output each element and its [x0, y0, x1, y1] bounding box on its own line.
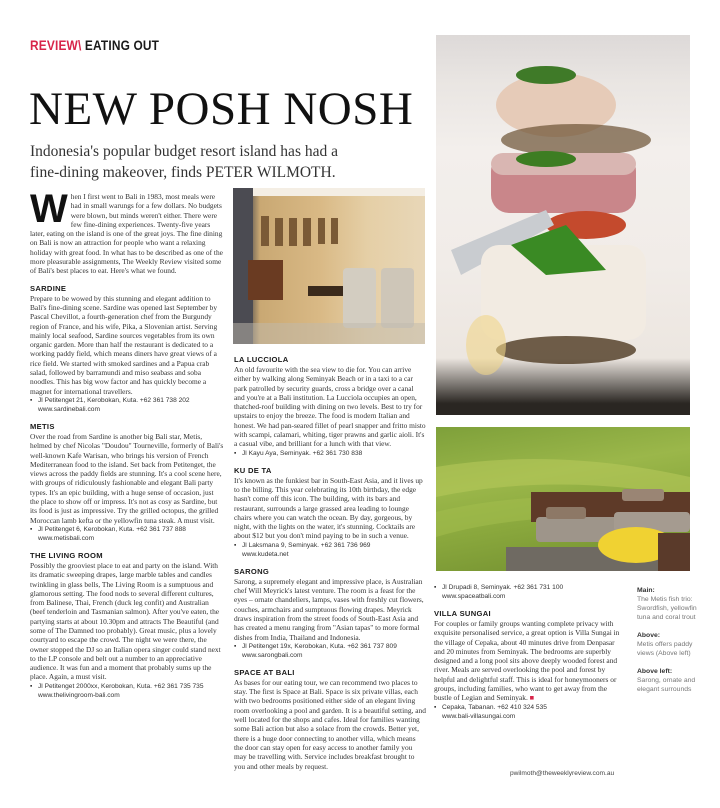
section-tag — [30, 37, 159, 53]
food-photo — [436, 35, 690, 415]
review-la-lucciola — [234, 355, 426, 458]
review-sarong — [234, 567, 426, 660]
review-website-link[interactable]: www.thelivingroom-bali.com — [38, 691, 120, 699]
review-sardine — [30, 284, 224, 414]
review-address: ▪ Jl Petitenget 6, Kerobokan, Kuta. +62 361 737 888 — [30, 525, 186, 533]
review-website-link[interactable]: www.bali-villasungai.com — [442, 712, 516, 720]
caption-main: Main: The Metis fish trio: Swordfish, yellowfin tuna and coral trout — [637, 587, 697, 621]
subsection-label: EATING OUT — [81, 37, 160, 53]
review-body: Possibly the grooviest place to eat and party on the island. With its dramatic sweeping drapes, large marble tables and candles twinkling in glass bells, The Living Room is a sumptuous and glamorous setting. The food nods to several different cultures, from Balinese, Thai, French (duck leg confit) and Australian (beef tenderloin and Tasmanian salmon). After you've eaten, the partying starts at about 10.30pm and attracts The Beautiful (and some of The Damned too probably). Great music, plus a lovely courtyard to escape the crowd. The night we were there, the owner stopped the DJ so an Italian opera singer could stand next to the LP console and belt out a number to an appreciative audience. It was fun and a moment that probably sums up the place. Again, a must visit. — [30, 560, 221, 682]
intro-paragraph — [30, 192, 224, 276]
review-address: ▪ Jl Laksmana 9, Seminyak. +62 361 736 969 — [234, 541, 371, 549]
section-label: REVIEW\ — [30, 37, 82, 53]
review-heading: LA LUCCIOLA — [234, 355, 289, 364]
article-column-2 — [234, 355, 426, 771]
review-heading: SARONG — [234, 566, 270, 576]
review-heading: KU DE TA — [234, 465, 272, 475]
bullet-icon: ▪ — [234, 541, 237, 549]
review-address: ▪ Jl Petitenget 19x, Kerobokan, Kuta. +62 361 737 809 — [234, 642, 397, 650]
bullet-icon: ▪ — [434, 584, 437, 591]
bullet-icon: ▪ — [434, 703, 437, 711]
caption-above-left: Above left: Sarong, ornate and elegant surrounds — [637, 668, 696, 693]
bullet-icon: ▪ — [30, 396, 33, 404]
review-metis — [30, 422, 224, 543]
review-website-link[interactable]: www.sardinebali.com — [38, 405, 100, 413]
standfirst: Indonesia's popular budget resort island has had a fine-dining makeover, finds PETER WILMOTH. — [30, 143, 338, 181]
review-body: Prepare to be wowed by this stunning and elegant addition to Bali's fine-dining scene. Sardine was opened last September by Pascal Chevillot, a fourth-generation chef from the Burgundy region of France, and his wife, Pika, a Slovenian artist. Serving mainly local seafood, Sardine sources vegetables from its own organic garden. More than half the restaurant is dedicated to a working paddy field, which means diners have great views of a rice field. We started with smoked sardines and a Papua crab salad, followed by barramundi and miso seabass and soba noodles. This has big wow factor and has quickly become a magnet for international travellers. — [30, 293, 218, 396]
review-space-at-bali-contact — [434, 583, 626, 601]
review-website-link[interactable]: www.sarongbali.com — [242, 651, 303, 659]
review-heading: SARDINE — [30, 283, 67, 293]
caption-above: Above: Metis offers paddy views (Above left) — [637, 632, 693, 657]
review-address: ▪ Jl Kayu Aya, Seminyak. +62 361 730 838 — [234, 449, 363, 457]
review-space-at-bali — [234, 668, 426, 771]
review-body: Sarong, a supremely elegant and impressive place, is Australian chef Will Meyrick's latest venture. The room is a feast for the eyes – ornate chandeliers, lamps, vases with freshly cut flowers, couches, armchairs and sumptuous flowing drapes. Meyrick draws inspiration from the street foods of South-East Asia and has created a menu ranging from "Asian tapas" to more formal dishes from India, Thailand and Indonesia. — [234, 576, 424, 642]
photo-captions — [637, 586, 707, 703]
article-column-3 — [434, 583, 626, 721]
dining-room-photo — [233, 188, 425, 344]
review-body: As bases for our eating tour, we can recommend two places to stay. The first is Space at Bali. Space is six private villas, each with two bedrooms positioned either side of an elegant living room overlooking a pool and garden. It is a beautiful setting, and well located for the shops and cafes. Ideal for families wanting some Bali action but also a solace from the crowds. Better yet, there is a huge door connecting to another villa, which means the door can stay open for easy access to another family you may be travelling with. Service includes breakfast brought to you and other meals by request. — [234, 677, 426, 771]
bullet-icon: ▪ — [234, 449, 237, 457]
review-website-link[interactable]: www.metisbali.com — [38, 534, 95, 542]
review-address: ▪ Jl Petitenget 21, Kerobokan, Kuta. +62 361 738 202 — [30, 396, 190, 404]
review-heading: THE LIVING ROOM — [30, 550, 103, 560]
page-title: NEW POSH NOSH — [29, 83, 414, 135]
review-address: ▪ Cepaka, Tabanan. +62 410 324 535 — [434, 703, 547, 711]
article-column-1 — [30, 192, 224, 700]
drop-cap: W — [30, 192, 68, 231]
review-website-link[interactable]: www.spaceatbali.com — [442, 593, 506, 600]
review-address: ▪ Jl Petitenget 2000xx, Kerobokan, Kuta. +62 361 735 735 — [30, 682, 204, 690]
end-mark-icon: ■ — [529, 693, 535, 703]
review-heading: METIS — [30, 421, 55, 431]
review-villa-sungai — [434, 609, 626, 721]
review-heading: SPACE AT BALI — [234, 667, 295, 677]
bullet-icon: ▪ — [234, 642, 237, 650]
review-the-living-room — [30, 551, 224, 700]
intro-text: hen I first went to Bali in 1983, most meals were had in small warungs for a few dollars. No budgets were blown, but minds weren't either. There were few fine-dining experiences. Twenty-five years later, eating on the island is one of the great joys. The fine dining on Bali is now an attraction for people who want a relaxing holiday with great food. In what has to be described as one of the more pleasurable assignments, The Weekly Review visited some of Bali's best places to eat. Here's what we found. — [30, 192, 223, 276]
review-body: Over the road from Sardine is another big Bali star, Metis, helmed by chef Nicolas "Doudou" Tourneville, formerly of Bali's well-known Kafe Warisan, who brings his version of French Mediterranean food to the island. Set back from Petitenget, the views across the paddy fields are stunning. It's a cool scene here, with groups of ridiculously fashionable and elegant Bali party types. It's an epic building, with a huge sense of occasion, just the place to show off or impress. It's not as cosy as Sardine, but its food is just as impressive. Try the grilled octopus, the grilled Moroccan lamb kefta or the yellowfin tuna steak. A must visit. — [30, 431, 224, 525]
review-ku-de-ta — [234, 466, 426, 559]
bullet-icon: ▪ — [30, 682, 33, 690]
review-body: It's known as the funkiest bar in South-East Asia, and it lives up to the billing. This year celebrating its 10th birthday, the edge hasn't come off this icon. The building, with its bars and restaurant, surrounds a large grassed area leading to lounge chairs where you can watch the ocean. By day, gorgeous, by night, with the lights on the water, it's stunning. Cocktails are about $12 but you don't mind paying to be in such a venue. — [234, 475, 423, 541]
author-email-link[interactable]: pwilmoth@theweeklyreview.com.au — [510, 770, 615, 777]
review-body: For couples or family groups wanting complete privacy with exquisite personalised service, a great option is Villa Sungai in the village of Cepaka, about 40 minutes drive from Denpasar and 20 minutes from Seminyak. The bedrooms are superbly designed and a long pool sits above deeply wooded forest and river. Meals are served overlooking the pool and forest by helpful and delightful staff. This is ideal for honeymooners or groups, including families, who want to get away from the bustle of Legian and Seminyak. ■ — [434, 619, 620, 703]
review-website-link[interactable]: www.kudeta.net — [242, 550, 289, 558]
bullet-icon: ▪ — [30, 525, 33, 533]
review-address: ▪ Jl Drupadi 8, Seminyak. +62 361 731 100 — [434, 584, 564, 591]
review-body: An old favourite with the sea view to die for. You can arrive either by walking along Seminyak Beach or in a taxi to a car park patrolled by security guards, cross a bridge over a canal and you're at a Bali institution. La Lucciola occupies an open, thatched-roof building with dining on two levels. Best to try for upstairs to enjoy the breeze. The food is modern Italian and honest. We had pan-seared fillet of pearl snapper and fritto misto with scampi, calamari, whiting, tiger prawns and garlic aioli. It's a casual vibe, and brilliant for a lunch with that view. — [234, 365, 426, 449]
review-heading: VILLA SUNGAI — [434, 609, 491, 618]
paddy-lounge-photo — [436, 427, 690, 571]
